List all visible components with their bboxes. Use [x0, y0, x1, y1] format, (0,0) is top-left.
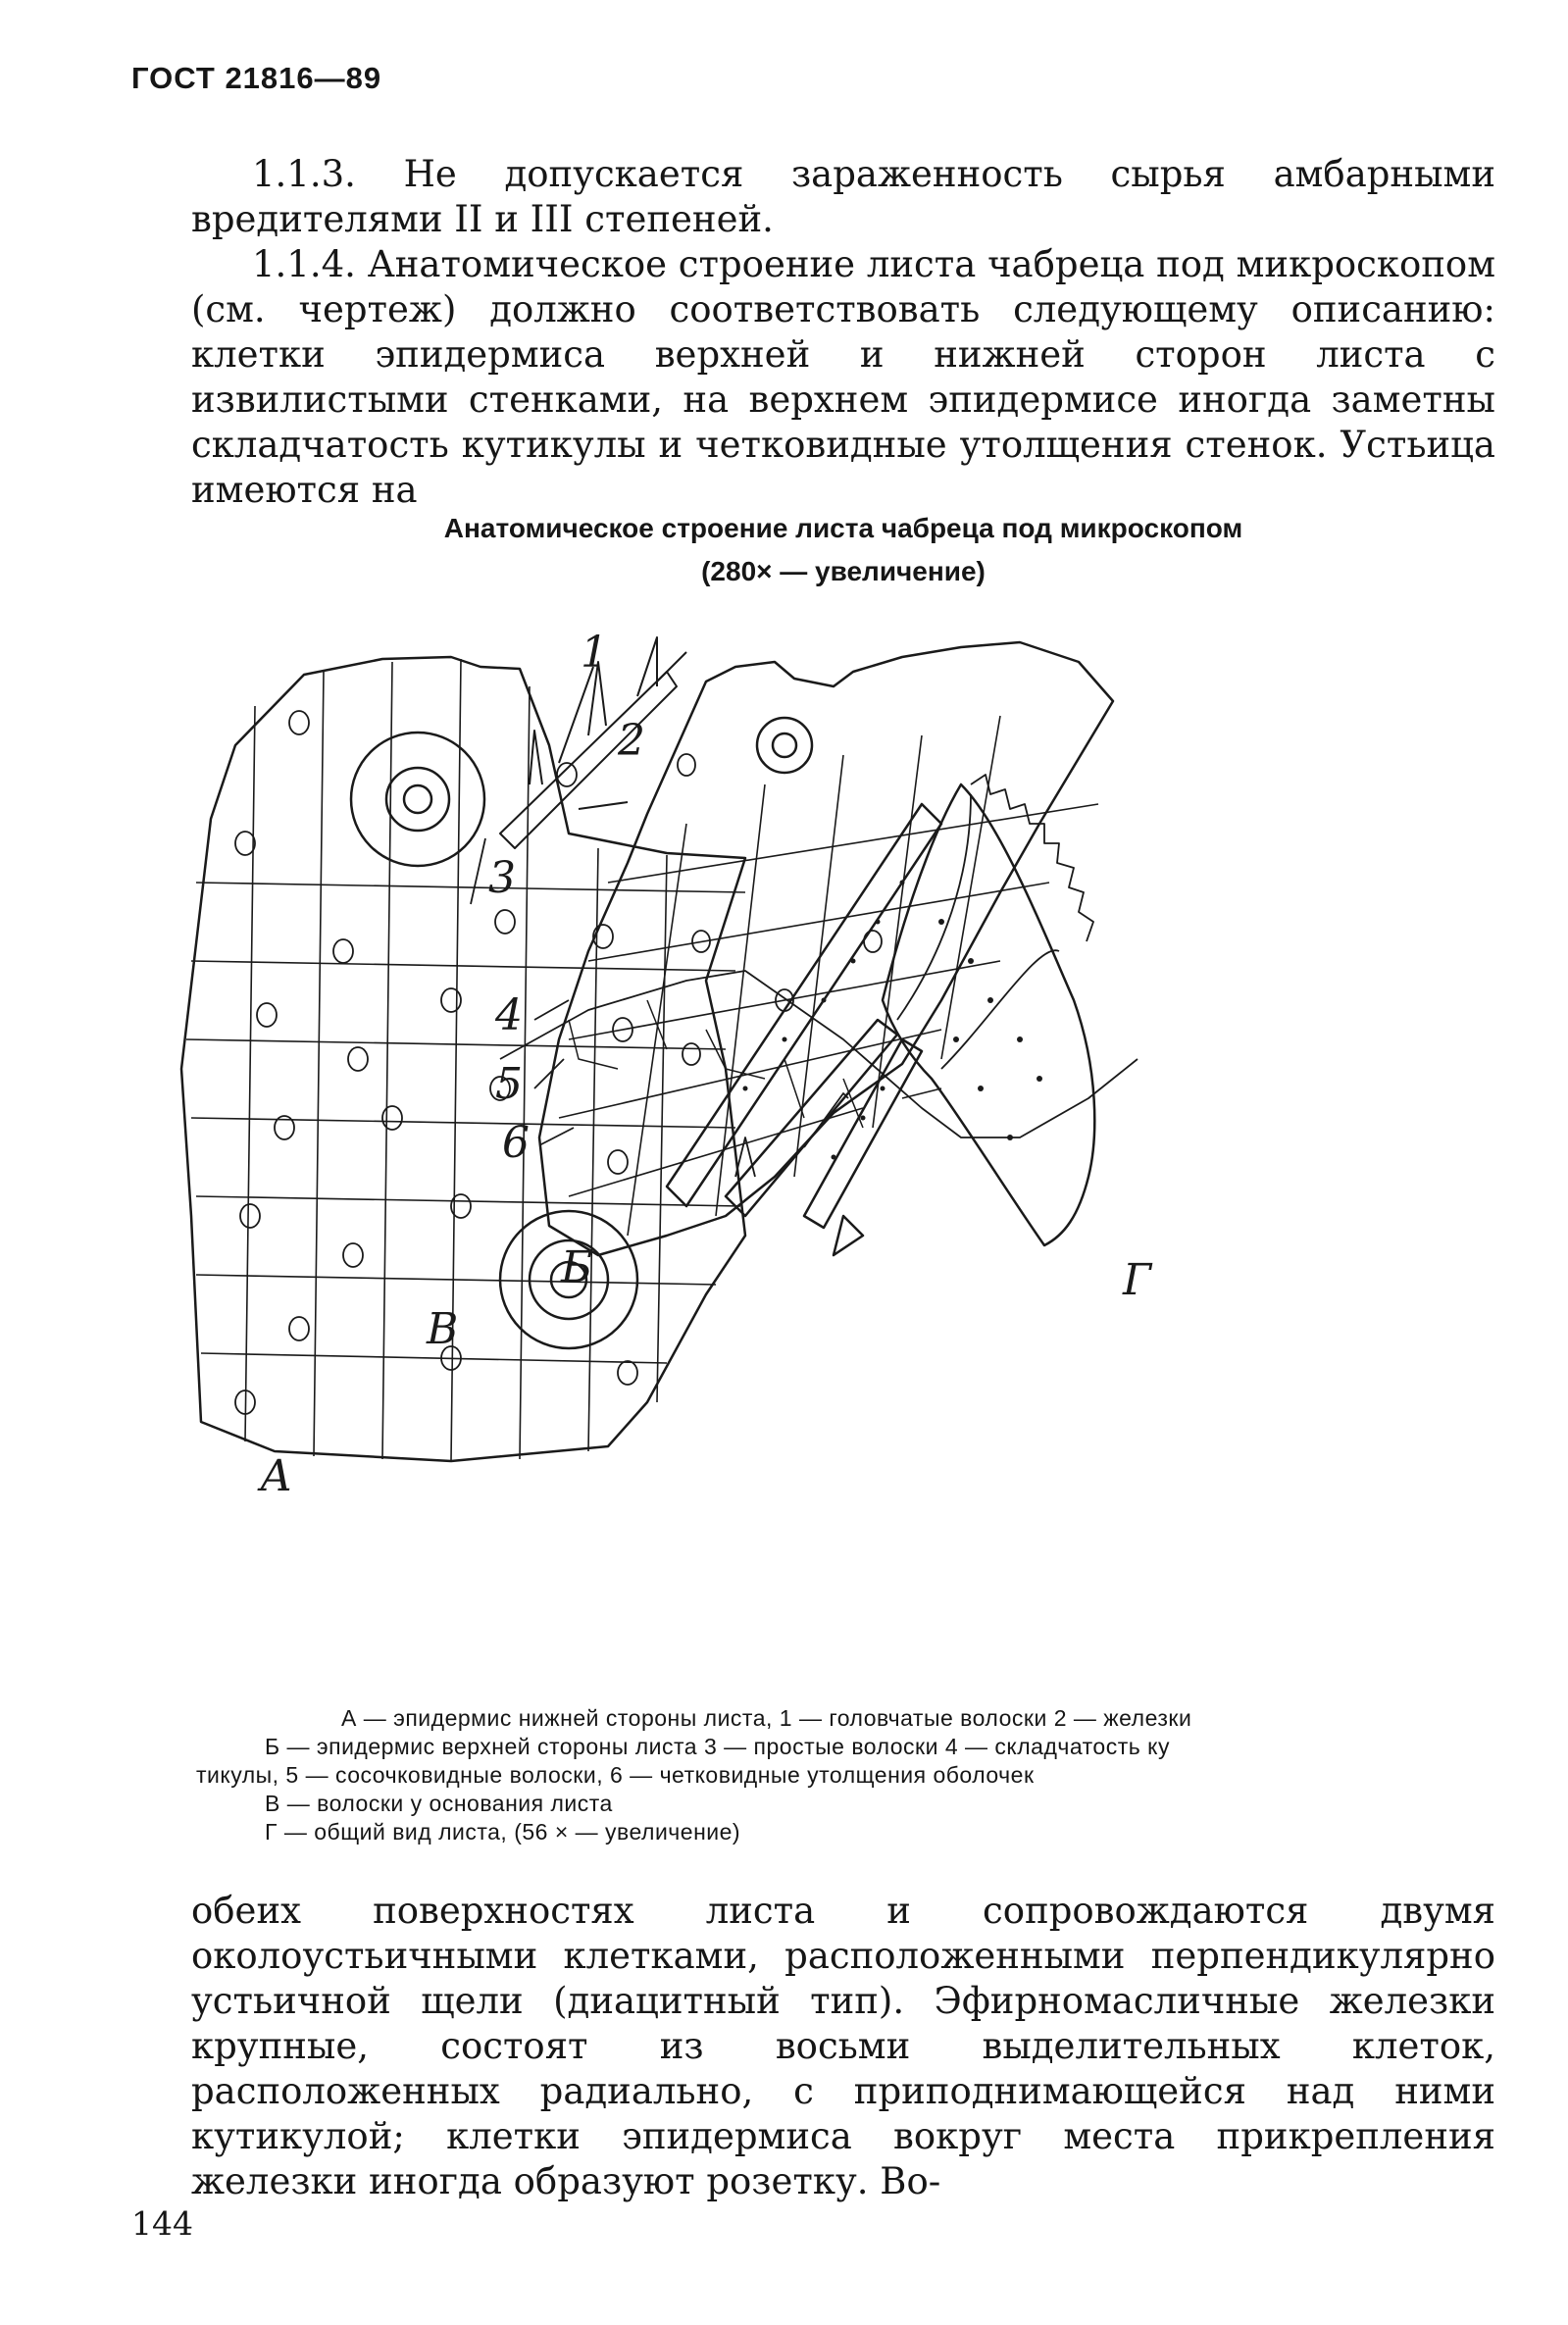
caption-line-a: А — эпидермис нижней стороны листа, 1 — головчатые волоски 2 — железки: [341, 1705, 1192, 1731]
panel-a-lower-epidermis: [181, 657, 745, 1461]
label-5: 5: [495, 1059, 523, 1109]
caption-line-v: В — волоски у основания листа: [265, 1791, 613, 1816]
page-number: 144: [131, 2204, 193, 2243]
microscopy-illustration: [157, 628, 1530, 1638]
paragraph-continuation: обеих поверхностях листа и сопровождаются двумя околоустьичными клетками, расположенными перпендикулярно устьичной щели (диацитный тип). Эфирномасличные железки крупные, состоят из восьми выделительных клеток, расположенных радиально, с приподнимающейся над ними кутикулой; клетки эпидермиса вокруг места прикрепления железки иногда образуют розетку. Во-: [191, 1890, 1495, 2202]
paragraph-1-1-4: 1.1.4. Анатомическое строение листа чабреца под микроскопом (см. чертеж) должно соответствовать следующему описанию: клетки эпидермиса верхней и нижней сторон листа с извилистыми стенками, на верхнем эпидермисе иногда заметны складчатость кутикулы и четковидные утолщения стенок. Устьица имеются на: [191, 243, 1495, 511]
figure-title: Анатомическое строение листа чабреца под микроскопом: [443, 513, 1243, 543]
figure-subtitle: (280× — увеличение): [701, 556, 986, 586]
label-g: Г: [1123, 1255, 1152, 1305]
document-header: ГОСТ 21816—89: [131, 61, 382, 95]
label-b: Б: [561, 1242, 593, 1292]
label-6: 6: [502, 1118, 530, 1168]
label-v: В: [427, 1304, 459, 1354]
caption-line-b-cont: тикулы, 5 — сосочковидные волоски, 6 — четковидные утолщения оболочек: [196, 1762, 1035, 1788]
label-3: 3: [488, 853, 516, 903]
paragraph-1-1-3: 1.1.3. Не допускается зараженность сырья амбарными вредителями II и III степеней.: [191, 153, 1495, 240]
caption-line-g: Г — общий вид листа, (56 × — увеличение): [265, 1819, 741, 1845]
label-4: 4: [495, 990, 523, 1040]
continuation-text: [191, 1889, 1495, 2204]
label-1: 1: [581, 628, 608, 678]
label-2: 2: [618, 716, 645, 766]
caption-line-b: Б — эпидермис верхней стороны листа 3 — простые волоски 4 — складчатость ку: [265, 1734, 1170, 1759]
intro-text: [191, 152, 1495, 513]
label-a: А: [260, 1451, 293, 1501]
figure-caption: [196, 1704, 1510, 1846]
panel-g-leaf-general-view: [883, 775, 1094, 1245]
panel-b-upper-epidermis: [471, 637, 1113, 1255]
